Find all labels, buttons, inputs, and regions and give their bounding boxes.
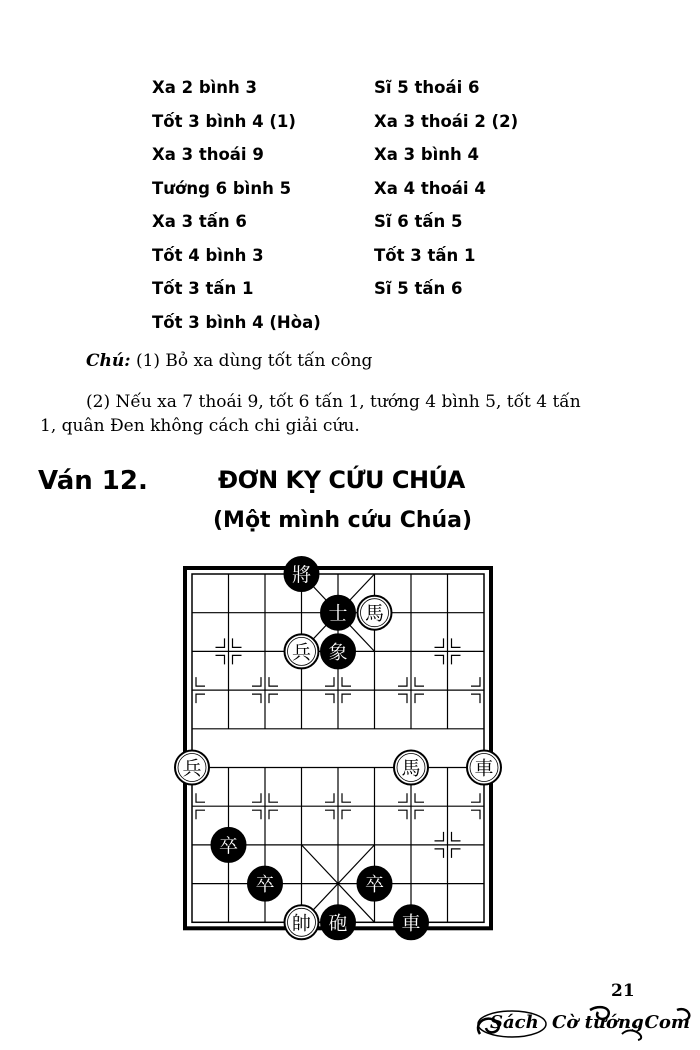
piece-label: 車 <box>474 757 494 780</box>
game-title: ĐƠN KỴ CỨU CHÚA <box>218 466 465 494</box>
piece-label: 士 <box>328 602 348 625</box>
position-marker <box>252 810 261 819</box>
move-left-4: Tướng 6 bình 5 <box>152 178 292 198</box>
position-marker <box>342 694 351 703</box>
position-marker <box>435 655 444 664</box>
piece-label: 卒 <box>255 873 275 896</box>
move-left-6: Tốt 4 bình 3 <box>152 245 264 265</box>
watermark-part3: . Com <box>632 1012 690 1033</box>
piece-label: 車 <box>401 912 421 935</box>
position-marker <box>269 810 278 819</box>
move-right-3: Xa 3 bình 4 <box>374 145 480 164</box>
note-1-text: (1) Bỏ xa dùng tốt tấn công <box>135 351 373 371</box>
position-marker <box>415 677 424 686</box>
position-marker <box>435 638 444 647</box>
position-marker <box>196 793 205 802</box>
position-marker <box>415 793 424 802</box>
position-marker <box>398 810 407 819</box>
position-marker <box>342 810 351 819</box>
position-marker <box>252 694 261 703</box>
note-2-line-2: 1, quân Đen không cách chi giải cứu. <box>40 416 360 436</box>
move-right-4: Xa 4 thoái 4 <box>374 178 486 198</box>
position-marker <box>269 677 278 686</box>
note-2-line-1: (2) Nếu xa 7 thoái 9, tốt 6 tấn 1, tướng 4 bình 5, tốt 4 tấn <box>86 392 581 412</box>
game-number: Ván 12. <box>38 466 148 496</box>
move-right-1: Sĩ 5 thoái 6 <box>374 78 480 97</box>
piece-label: 象 <box>328 641 348 664</box>
page-number: 21 <box>611 981 635 1001</box>
piece-label: 卒 <box>364 873 385 896</box>
position-marker <box>452 832 461 841</box>
position-marker <box>325 694 334 703</box>
position-marker <box>398 677 407 686</box>
move-left-5: Xa 3 tấn 6 <box>152 212 247 231</box>
piece-label: 兵 <box>182 757 202 780</box>
position-marker <box>435 832 444 841</box>
move-right-2: Xa 3 thoái 2 (2) <box>374 111 519 131</box>
position-marker <box>325 677 334 686</box>
move-right-7: Sĩ 5 tấn 6 <box>374 279 463 298</box>
position-marker <box>415 810 424 819</box>
position-marker <box>398 694 407 703</box>
position-marker <box>216 655 225 664</box>
position-marker <box>216 638 225 647</box>
position-marker <box>471 677 480 686</box>
position-marker <box>342 677 351 686</box>
move-right-5: Sĩ 6 tấn 5 <box>374 212 463 231</box>
move-left-1: Xa 2 bình 3 <box>152 78 258 97</box>
position-marker <box>252 677 261 686</box>
position-marker <box>269 694 278 703</box>
position-marker <box>233 638 242 647</box>
watermark-part2: Cờ tướng <box>552 1012 644 1033</box>
move-left-3: Xa 3 thoái 9 <box>152 145 264 164</box>
position-marker <box>435 849 444 858</box>
move-right-6: Tốt 3 tấn 1 <box>374 245 476 265</box>
position-marker <box>325 810 334 819</box>
position-marker <box>233 655 242 664</box>
position-marker <box>252 793 261 802</box>
position-marker <box>196 694 205 703</box>
position-marker <box>452 638 461 647</box>
position-marker <box>269 793 278 802</box>
piece-label: 馬 <box>364 602 385 625</box>
move-left-2: Tốt 3 bình 4 (1) <box>152 111 296 131</box>
piece-label: 馬 <box>401 757 421 780</box>
position-marker <box>415 694 424 703</box>
position-marker <box>398 793 407 802</box>
position-marker <box>471 694 480 703</box>
position-marker <box>196 810 205 819</box>
position-marker <box>471 793 480 802</box>
note-label: Chú: <box>86 351 131 371</box>
piece-label: 卒 <box>218 834 239 857</box>
watermark-logo <box>472 1004 694 1044</box>
piece-label: 砲 <box>328 912 348 935</box>
game-subtitle: (Một mình cứu Chúa) <box>213 508 473 533</box>
move-left-7: Tốt 3 tấn 1 <box>152 279 254 298</box>
position-marker <box>196 677 205 686</box>
piece-label: 兵 <box>291 641 312 664</box>
position-marker <box>452 655 461 664</box>
position-marker <box>452 849 461 858</box>
position-marker <box>342 793 351 802</box>
position-marker <box>471 810 480 819</box>
piece-label: 將 <box>291 564 312 586</box>
position-marker <box>325 793 334 802</box>
watermark-part1: Sách <box>490 1012 539 1033</box>
piece-label: 帥 <box>291 912 312 935</box>
move-left-8: Tốt 3 bình 4 (Hòa) <box>152 312 321 332</box>
